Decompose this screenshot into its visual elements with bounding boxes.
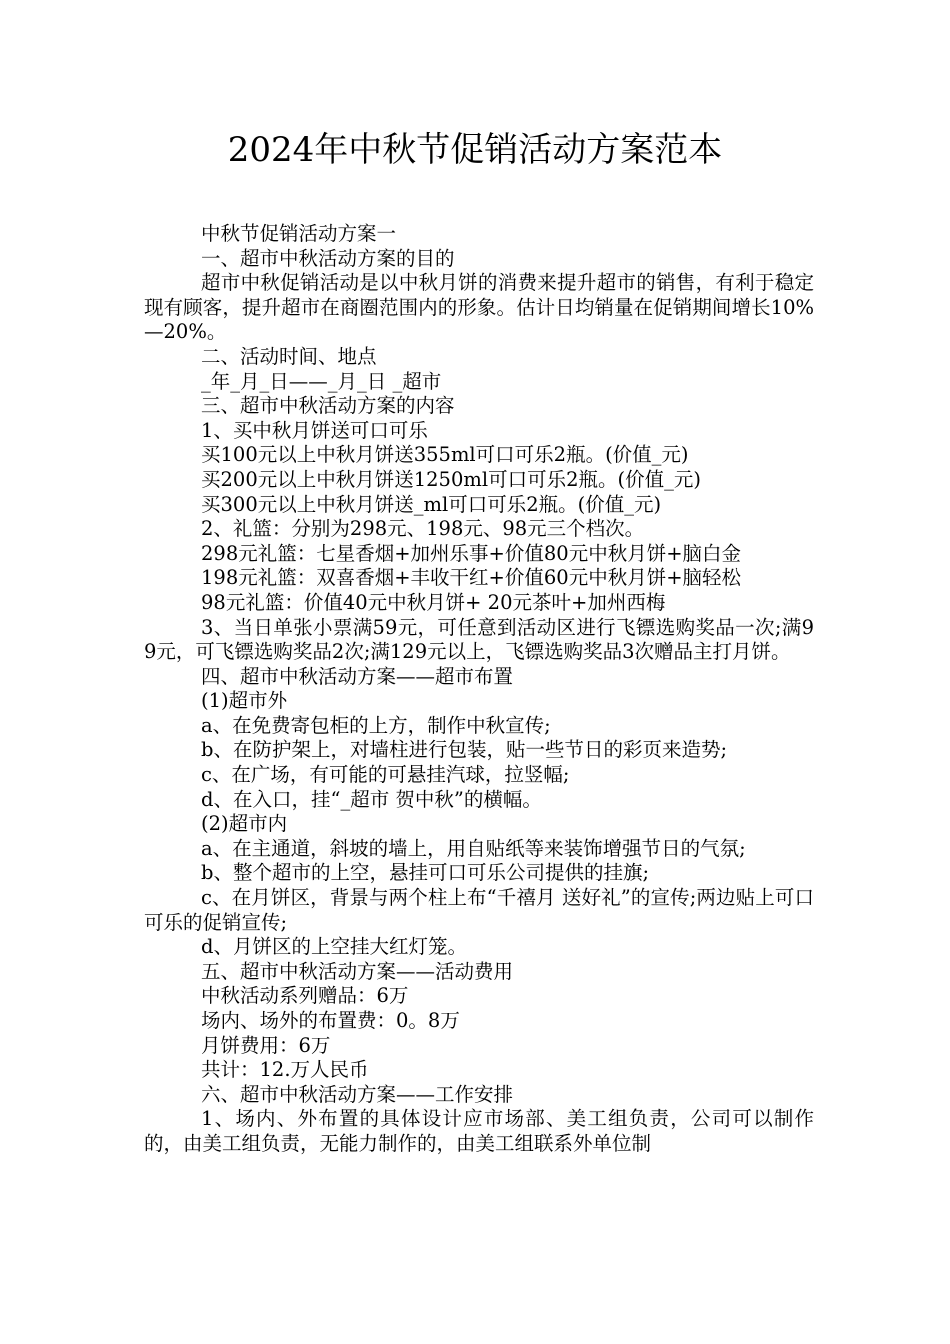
section-heading: 六、超市中秋活动方案——工作安排 — [201, 1082, 514, 1106]
section-heading: 三、超市中秋活动方案的内容 — [201, 394, 455, 418]
list-item: b、整个超市的上空，悬挂可口可乐公司提供的挂旗; — [201, 861, 650, 885]
list-item: (2)超市内 — [201, 812, 288, 836]
list-item: c、在广场，有可能的可悬挂汽球，拉竖幅; — [201, 763, 570, 787]
cost-item: 中秋活动系列赠品：6万 — [201, 984, 409, 1008]
list-item: 1、买中秋月饼送可口可乐 — [201, 418, 428, 442]
list-item: d、在入口，挂“_超市 贺中秋”的横幅。 — [201, 787, 542, 811]
list-item: 198元礼篮：双喜香烟+丰收干红+价值60元中秋月饼+脑轻松 — [201, 566, 742, 590]
document-body — [144, 222, 814, 1157]
section-heading: 二、活动时间、地点 — [201, 344, 377, 368]
document-title: 2024年中秋节促销活动方案范本 — [227, 130, 723, 170]
cost-item: 月饼费用：6万 — [201, 1033, 331, 1057]
cost-total: 共计：12.万人民币 — [201, 1058, 369, 1082]
list-item: d、月饼区的上空挂大红灯笼。 — [201, 935, 467, 959]
list-item: b、在防护架上，对墙柱进行包装，贴一些节日的彩页来造势; — [201, 738, 728, 762]
section-heading: 五、超市中秋活动方案——活动费用 — [201, 959, 514, 983]
section-heading: 四、超市中秋活动方案——超市布置 — [201, 664, 514, 688]
section-heading: 一、超市中秋活动方案的目的 — [201, 246, 455, 270]
body-paragraph: 1、场内、外布置的具体设计应市场部、美工组负责，公司可以制作的，由美工组负责，无能力制作的，由美工组联系外单位制 — [144, 1107, 814, 1155]
list-item: 98元礼篮：价值40元中秋月饼+ 20元茶叶+加州西梅 — [201, 590, 666, 614]
body-paragraph: 超市中秋促销活动是以中秋月饼的消费来提升超市的销售，有利于稳定现有顾客，提升超市在商圈范围内的形象。估计日均销量在促销期间增长10%—20%。 — [144, 271, 814, 344]
body-paragraph: _年_月_日——_月_日 _超市 — [201, 369, 442, 393]
list-item: 买200元以上中秋月饼送1250ml可口可乐2瓶。(价值_元) — [201, 467, 701, 491]
body-paragraph: 3、当日单张小票满59元，可任意到活动区进行飞镖选购奖品一次;满99元，可飞镖选购奖品2次;满129元以上，飞镖选购奖品3次赠品主打月饼。 — [144, 615, 814, 664]
list-item: a、在主通道，斜坡的墙上，用自贴纸等来装饰增强节日的气氛; — [201, 836, 746, 860]
list-item: c、在月饼区，背景与两个柱上布“千禧月 送好礼”的宣传;两边贴上可口可乐的促销宣传; — [144, 886, 814, 934]
section-heading: 中秋节促销活动方案一 — [201, 222, 397, 245]
list-item: 2、礼篮：分别为298元、198元、98元三个档次。 — [201, 517, 645, 541]
list-item: 买300元以上中秋月饼送_ml可口可乐2瓶。(价值_元) — [201, 492, 662, 516]
list-item: 买100元以上中秋月饼送355ml可口可乐2瓶。(价值_元) — [201, 443, 689, 467]
list-item: a、在免费寄包柜的上方，制作中秋宣传; — [201, 713, 551, 737]
cost-item: 场内、场外的布置费：0。8万 — [201, 1009, 460, 1032]
list-item: 298元礼篮：七星香烟+加州乐事+价值80元中秋月饼+脑白金 — [201, 541, 742, 565]
list-item: (1)超市外 — [201, 689, 288, 713]
